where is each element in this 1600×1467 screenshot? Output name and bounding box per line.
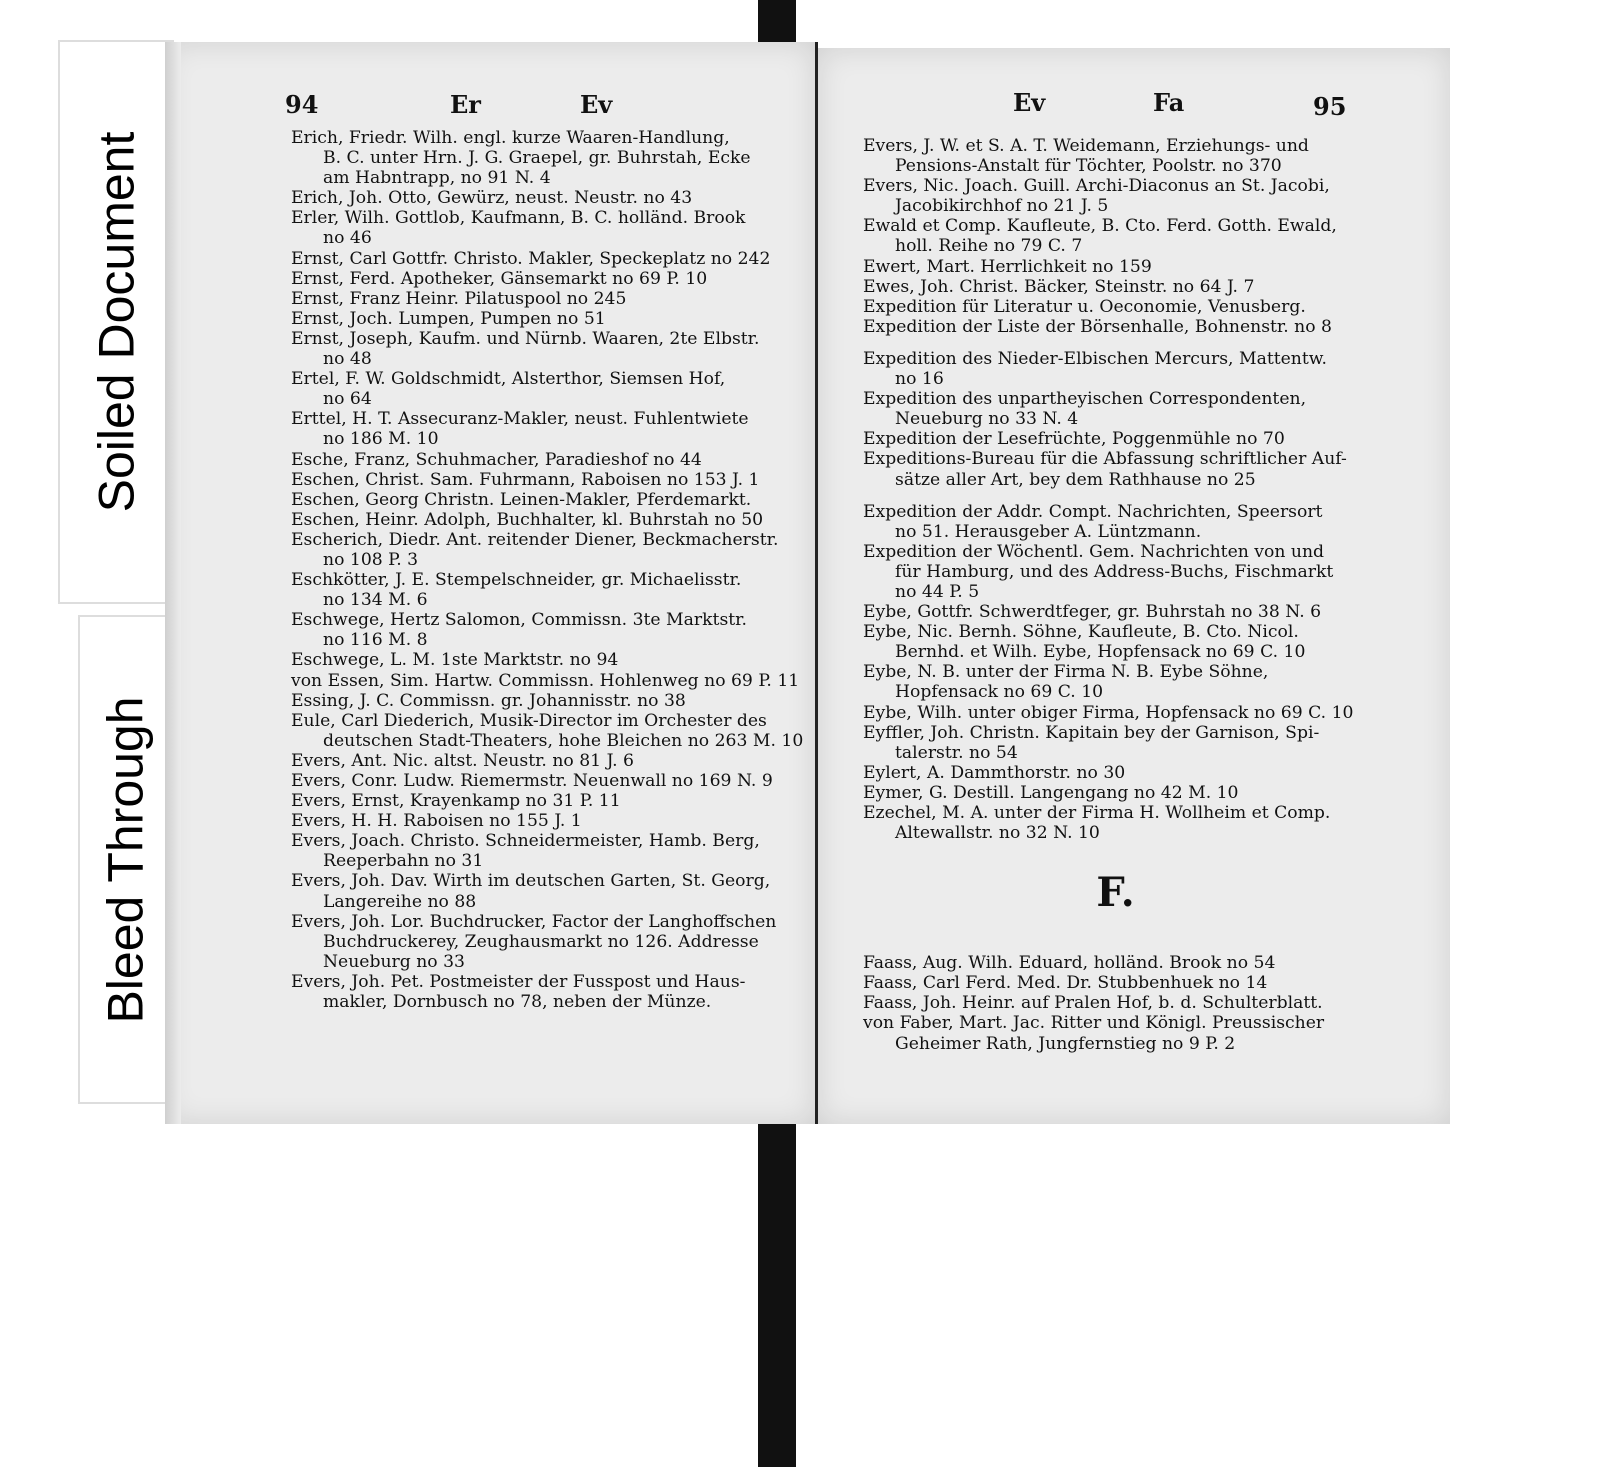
entry-line: Evers, Joach. Christo. Schneidermeister, Hamb. Berg, [291, 831, 760, 852]
directory-entry [863, 803, 1368, 843]
entry-continuation-line: deutschen Stadt-Theaters, hohe Bleichen no 263 M. 10 [323, 730, 804, 751]
entry-line: Expedition der Liste der Börsenhalle, Bohnenstr. no 8 [863, 316, 1332, 337]
entry-gap [863, 490, 1368, 502]
open-book [165, 34, 1447, 1124]
entry-line: Evers, Ernst, Krayenkamp no 31 P. 11 [291, 791, 621, 812]
directory-entry [863, 783, 1368, 803]
entry-continuation-line: holl. Reihe no 79 C. 7 [895, 236, 1083, 257]
entry-line: Esche, Franz, Schuhmacher, Paradieshof no 44 [291, 449, 702, 470]
entry-line: Erich, Joh. Otto, Gewürz, neust. Neustr. no 43 [291, 188, 693, 209]
entry-continuation-line: B. C. unter Hrn. J. G. Graepel, gr. Buhrstah, Ecke [323, 148, 751, 169]
directory-entry [863, 349, 1368, 389]
entry-continuation-line: Pensions-Anstalt für Töchter, Poolstr. no 370 [895, 156, 1282, 177]
directory-entry [291, 710, 804, 751]
directory-entry [291, 289, 791, 309]
right-page-header [818, 88, 1450, 121]
entry-line: Eybe, Wilh. unter obiger Firma, Hopfensack no 69 C. 10 [863, 702, 1354, 723]
left-entry-list [291, 128, 804, 1013]
directory-entry [863, 1013, 1368, 1053]
entry-line: Ertel, F. W. Goldschmidt, Alsterthor, Siemsen Hof, [291, 369, 726, 390]
entry-continuation-line: no 116 M. 8 [323, 630, 428, 651]
entry-continuation-line: Bernhd. et Wilh. Eybe, Hopfensack no 69 C. 10 [895, 642, 1306, 663]
directory-entry [863, 602, 1368, 622]
entry-line: von Faber, Mart. Jac. Ritter und Königl. Preussischer [863, 1013, 1325, 1034]
entry-continuation-line: no 64 [323, 389, 372, 410]
directory-entry [291, 188, 791, 208]
entry-continuation-line: no 108 P. 3 [323, 549, 419, 570]
entry-continuation-line: Neueburg no 33 [323, 951, 465, 972]
entry-continuation-line: no 51. Herausgeber A. Lüntzmann. [895, 521, 1202, 542]
bleed-through-text: Bleed Through [98, 695, 155, 1024]
entry-line: Evers, Ant. Nic. altst. Neustr. no 81 J. 6 [291, 750, 634, 771]
entry-line: Eschkötter, J. E. Stempelschneider, gr. Michaelisstr. [291, 570, 742, 591]
directory-entry [291, 409, 791, 449]
entry-line: Ewald et Comp. Kaufleute, B. Cto. Ferd. Gotth. Ewald, [863, 216, 1337, 237]
entry-line: Evers, Nic. Joach. Guill. Archi-Diaconus an St. Jacobi, [863, 176, 1330, 197]
directory-entry [291, 771, 791, 791]
entry-line: Evers, Joh. Pet. Postmeister der Fusspost und Haus- [291, 971, 746, 992]
entry-line: Eschen, Christ. Sam. Fuhrmann, Raboisen no 153 J. 1 [291, 469, 760, 490]
directory-entry [291, 208, 791, 248]
f-entry-list [863, 953, 1368, 1053]
entry-gap [863, 337, 1368, 349]
entry-line: Escherich, Diedr. Ant. reitender Diener, Beckmacherstr. [291, 529, 779, 550]
left-heading-first: Er [450, 90, 481, 119]
entry-line: Ernst, Ferd. Apotheker, Gänsemarkt no 69 P. 10 [291, 268, 708, 289]
entry-line: Eylert, A. Dammthorstr. no 30 [863, 762, 1126, 783]
soiled-document-label [58, 40, 174, 604]
directory-entry [291, 610, 791, 650]
entry-continuation-line: no 46 [323, 228, 372, 249]
directory-entry [863, 723, 1368, 763]
entry-continuation-line: no 44 P. 5 [895, 581, 980, 602]
entry-continuation-line: Reeperbahn no 31 [323, 851, 484, 872]
directory-entry [863, 449, 1368, 489]
directory-entry [863, 216, 1368, 256]
left-page-header [165, 90, 815, 120]
entry-line: Eschwege, Hertz Salomon, Commissn. 3te Marktstr. [291, 610, 747, 631]
entry-line: Erich, Friedr. Wilh. engl. kurze Waaren-Handlung, [291, 128, 730, 148]
directory-entry [863, 297, 1368, 317]
entry-line: Eymer, G. Destill. Langengang no 42 M. 10 [863, 782, 1239, 803]
directory-entry [291, 309, 791, 329]
directory-entry [863, 993, 1368, 1013]
directory-entry [863, 502, 1368, 542]
directory-entry [291, 691, 791, 711]
entry-continuation-line: für Hamburg, und des Address-Buchs, Fischmarkt [895, 561, 1334, 582]
directory-entry [291, 650, 791, 670]
entry-line: Eschen, Georg Christn. Leinen-Makler, Pferdemarkt. [291, 489, 752, 510]
entry-continuation-line: Neueburg no 33 N. 4 [895, 409, 1079, 430]
directory-entry [291, 670, 800, 691]
entry-continuation-line: no 134 M. 6 [323, 590, 428, 611]
entry-line: Evers, J. W. et S. A. T. Weidemann, Erziehungs- und [863, 136, 1309, 156]
directory-entry [291, 811, 791, 831]
bleed-through-label [78, 615, 174, 1104]
directory-entry [863, 703, 1368, 723]
entry-line: Expedition der Lesefrüchte, Poggenmühle no 70 [863, 429, 1285, 450]
directory-entry [291, 871, 791, 911]
directory-entry [863, 973, 1368, 993]
directory-entry [863, 317, 1368, 337]
spine-bottom [758, 1122, 796, 1467]
directory-entry [291, 912, 791, 972]
entry-line: Ewes, Joh. Christ. Bäcker, Steinstr. no 64 J. 7 [863, 276, 1255, 297]
entry-line: Evers, Joh. Lor. Buchdrucker, Factor der Langhoffschen [291, 911, 777, 932]
directory-entry [863, 429, 1368, 449]
right-heading-second: Fa [1153, 88, 1185, 117]
entry-line: Eschwege, L. M. 1ste Marktstr. no 94 [291, 650, 619, 671]
directory-entry [863, 257, 1368, 277]
entry-line: Expedition der Addr. Compt. Nachrichten, Speersort [863, 501, 1323, 522]
entry-line: Essing, J. C. Commissn. gr. Johannisstr. no 38 [291, 690, 686, 711]
directory-entry [291, 369, 791, 409]
entry-line: Eule, Carl Diederich, Musik-Director im Orchester des [291, 710, 767, 731]
soiled-document-text: Soiled Document [88, 131, 145, 513]
entry-line: Eybe, Nic. Bernh. Söhne, Kaufleute, B. Cto. Nicol. [863, 622, 1299, 643]
entry-continuation-line: makler, Dornbusch no 78, neben der Münze. [323, 992, 712, 1013]
directory-entry [291, 470, 791, 490]
entry-line: Ernst, Carl Gottfr. Christo. Makler, Speckeplatz no 242 [291, 248, 771, 269]
directory-entry [291, 249, 791, 269]
entry-line: Faass, Joh. Heinr. auf Pralen Hof, b. d. Schulterblatt. [863, 993, 1323, 1014]
directory-entry [863, 953, 1368, 973]
directory-entry [291, 329, 791, 369]
entry-line: Ernst, Franz Heinr. Pilatuspool no 245 [291, 288, 627, 309]
entry-continuation-line: Geheimer Rath, Jungfernstieg no 9 P. 2 [895, 1033, 1236, 1054]
entry-line: Expedition für Literatur u. Oeconomie, Venusberg. [863, 296, 1306, 317]
entry-line: Ewert, Mart. Herrlichkeit no 159 [863, 256, 1152, 277]
directory-entry [291, 510, 791, 530]
directory-entry [291, 128, 791, 188]
directory-entry [291, 269, 791, 289]
entry-line: Eyffler, Joh. Christn. Kapitain bey der Garnison, Spi- [863, 722, 1320, 743]
entry-line: Faass, Carl Ferd. Med. Dr. Stubbenhuek no 14 [863, 973, 1268, 994]
directory-entry [291, 791, 791, 811]
entry-continuation-line: no 48 [323, 349, 372, 370]
entry-line: Faass, Aug. Wilh. Eduard, holländ. Brook no 54 [863, 953, 1276, 974]
entry-line: Ezechel, M. A. unter der Firma H. Wollheim et Comp. [863, 803, 1331, 823]
entry-line: Evers, H. H. Raboisen no 155 J. 1 [291, 811, 582, 832]
directory-entry [863, 763, 1368, 783]
directory-entry [291, 530, 791, 570]
entry-line: Evers, Joh. Dav. Wirth im deutschen Garten, St. Georg, [291, 871, 771, 892]
entry-line: Eybe, Gottfr. Schwerdtfeger, gr. Buhrstah no 38 N. 6 [863, 602, 1322, 623]
right-entry-list [863, 136, 1368, 843]
entry-line: Eybe, N. B. unter der Firma N. B. Eybe Söhne, [863, 662, 1269, 683]
entry-line: Expedition des unpartheyischen Correspondenten, [863, 389, 1307, 410]
entry-line: Expeditions-Bureau für die Abfassung schriftlicher Auf- [863, 449, 1347, 470]
directory-entry [863, 176, 1368, 216]
entry-continuation-line: talerstr. no 54 [895, 742, 1018, 763]
entry-line: Expedition des Nieder-Elbischen Mercurs, Mattentw. [863, 348, 1327, 369]
entry-continuation-line: am Habntrapp, no 91 N. 4 [323, 168, 551, 189]
entry-continuation-line: Hopfensack no 69 C. 10 [895, 682, 1104, 703]
entry-continuation-line: no 186 M. 10 [323, 429, 439, 450]
left-page [165, 42, 818, 1124]
directory-entry [291, 570, 791, 610]
entry-line: Ernst, Joch. Lumpen, Pumpen no 51 [291, 308, 606, 329]
entry-continuation-line: Jacobikirchhof no 21 J. 5 [895, 196, 1109, 217]
entry-continuation-line: Altewallstr. no 32 N. 10 [895, 823, 1100, 844]
left-page-number: 94 [285, 90, 319, 119]
entry-line: Expedition der Wöchentl. Gem. Nachrichten von und [863, 541, 1325, 562]
directory-entry [291, 831, 791, 871]
directory-entry [863, 389, 1368, 429]
right-page [815, 48, 1450, 1124]
entry-continuation-line: Langereihe no 88 [323, 891, 477, 912]
entry-line: Eschen, Heinr. Adolph, Buchhalter, kl. Buhrstah no 50 [291, 509, 764, 530]
directory-entry [291, 450, 791, 470]
entry-continuation-line: no 16 [895, 369, 944, 390]
directory-entry [863, 277, 1368, 297]
entry-line: von Essen, Sim. Hartw. Commissn. Hohlenweg no 69 P. 11 [291, 670, 800, 691]
left-heading-second: Ev [580, 90, 613, 119]
directory-entry [291, 751, 791, 771]
directory-entry [863, 136, 1368, 176]
entry-continuation-line: Buchdruckerey, Zeughausmarkt no 126. Addresse [323, 931, 759, 952]
right-entry-area [863, 136, 1368, 1054]
entry-line: Erttel, H. T. Assecuranz-Makler, neust. Fuhlentwiete [291, 409, 749, 430]
right-page-number: 95 [1313, 92, 1347, 121]
entry-continuation-line: sätze aller Art, bey dem Rathhause no 25 [895, 469, 1256, 490]
entry-line: Erler, Wilh. Gottlob, Kaufmann, B. C. holländ. Brook [291, 208, 746, 229]
directory-entry [863, 622, 1368, 662]
directory-entry [863, 542, 1368, 602]
entry-line: Evers, Conr. Ludw. Riemermstr. Neuenwall no 169 N. 9 [291, 771, 773, 791]
directory-entry [863, 662, 1368, 702]
directory-entry [291, 972, 791, 1012]
section-letter-f: F. [1096, 869, 1135, 917]
right-heading-first: Ev [1013, 88, 1046, 117]
directory-entry [291, 490, 791, 510]
entry-line: Ernst, Joseph, Kaufm. und Nürnb. Waaren, 2te Elbstr. [291, 328, 760, 349]
